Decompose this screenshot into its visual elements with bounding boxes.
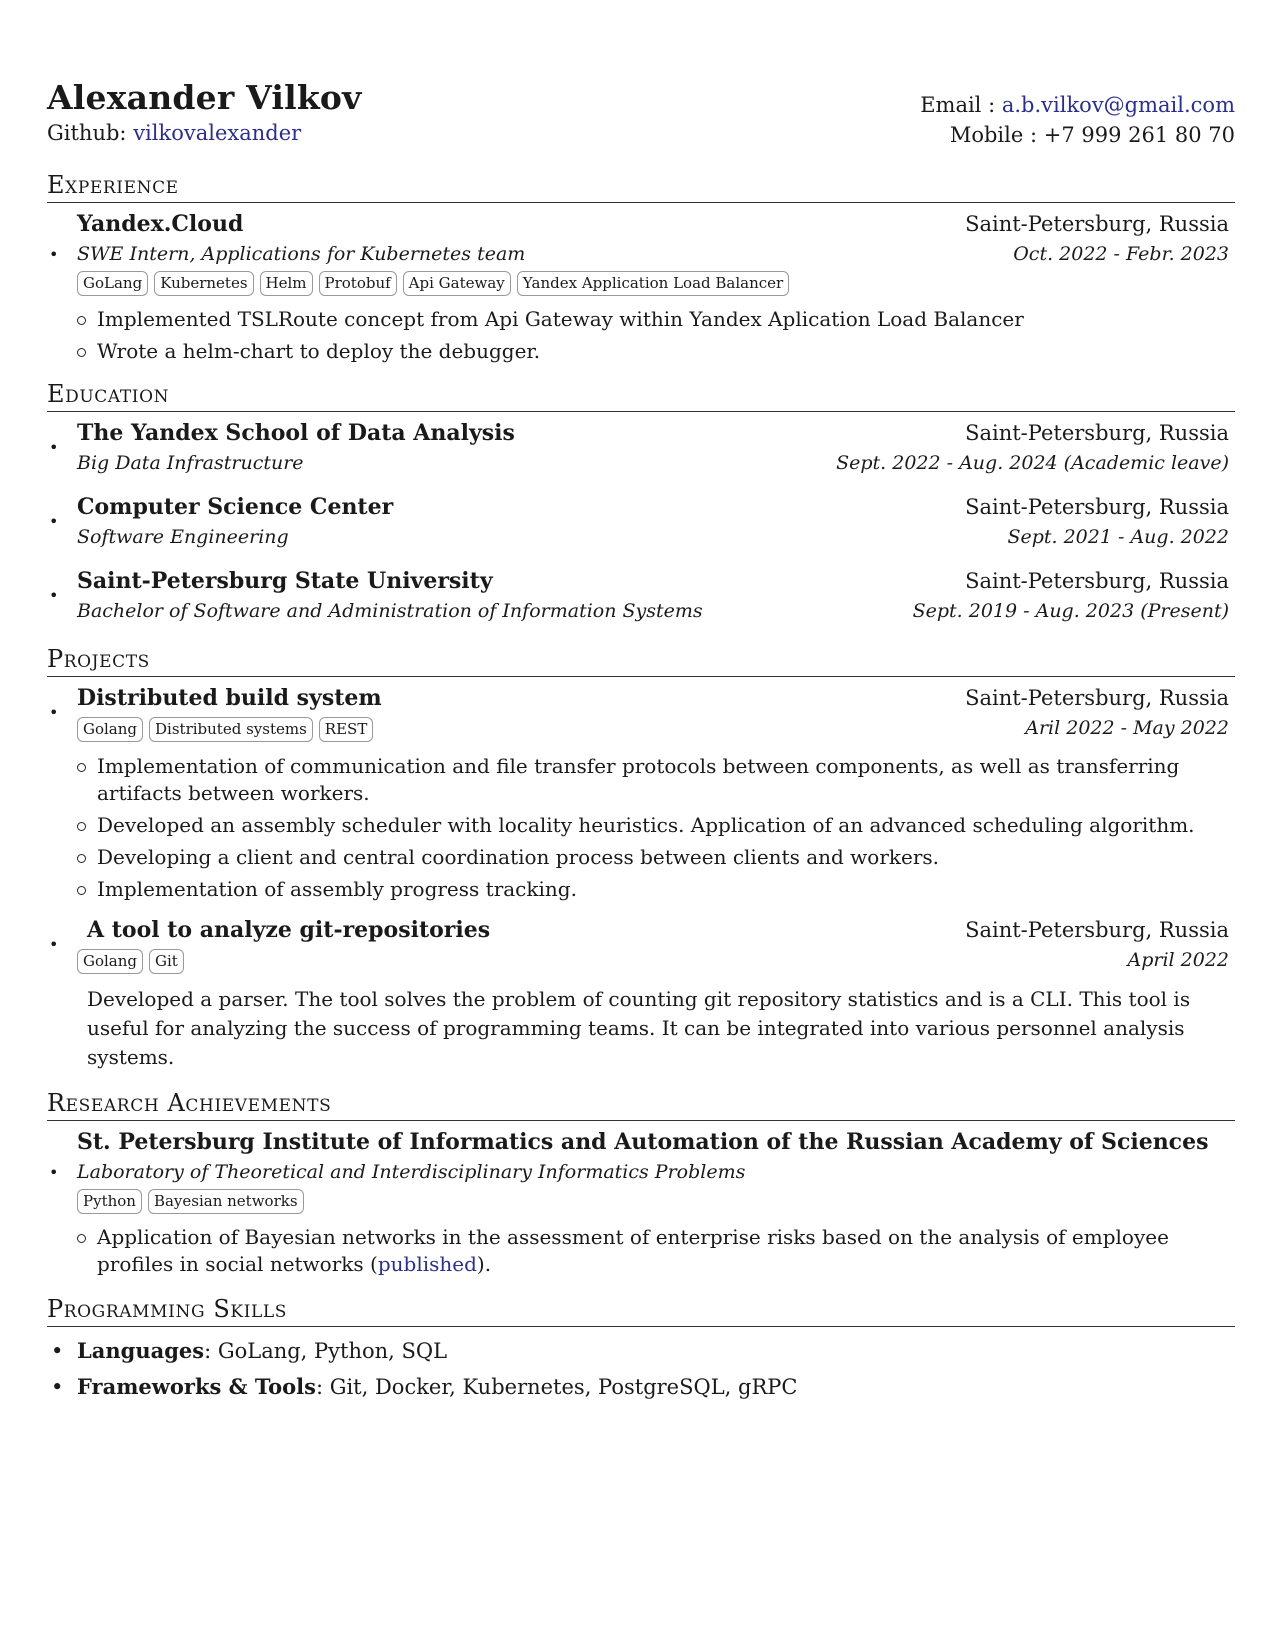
research-entry [47, 1127, 1235, 1214]
circle-bullet-icon [77, 822, 86, 831]
github-link[interactable]: vilkovalexander [133, 121, 302, 145]
research-section [47, 1088, 1235, 1278]
list-item-text: Implementation of communication and file transfer protocols between components, as well as transferring artifacts between workers. [97, 754, 1180, 805]
list-item-text-end: ). [476, 1252, 492, 1276]
entry-location: Saint-Petersburg, Russia [965, 918, 1229, 942]
experience-entry [47, 209, 1235, 296]
entry-location: Saint-Petersburg, Russia [965, 686, 1229, 710]
published-link[interactable]: published [377, 1252, 477, 1276]
list-item-text: Developing a client and central coordination process between clients and workers. [97, 845, 940, 869]
tag: Python [77, 1189, 142, 1214]
list-item-text: Application of Bayesian networks in the assessment of enterprise risks based on the analysis of employee profiles in social networks ( [97, 1225, 1169, 1276]
list-item-text: Wrote a helm-chart to deploy the debugger. [97, 339, 541, 363]
list-item [97, 306, 1235, 333]
email-label: Email : [920, 93, 996, 117]
circle-bullet-icon [77, 348, 86, 357]
bullet-dot: • [49, 245, 59, 264]
section-title-research: Research Achievements [47, 1088, 1235, 1121]
project-entry [47, 683, 1235, 743]
contact-block [920, 90, 1235, 150]
skill-label: Languages [77, 1338, 205, 1363]
tag-list [77, 949, 184, 974]
project-entry [47, 915, 1235, 1072]
entry-role: Software Engineering [77, 526, 289, 548]
tag: Kubernetes [154, 271, 253, 296]
tag: Golang [77, 949, 143, 974]
tag: Helm [260, 271, 313, 296]
entry-location: Saint-Petersburg, Russia [965, 421, 1229, 445]
section-title-skills: Programming Skills [47, 1294, 1235, 1327]
tag: Yandex Application Load Balancer [517, 271, 789, 296]
list-item [97, 338, 1235, 365]
github-line [47, 121, 301, 145]
mobile-number: +7 999 261 80 70 [1043, 123, 1235, 147]
mobile-label: Mobile : [949, 123, 1038, 147]
education-entry [47, 418, 1235, 478]
entry-org: A tool to analyze git-repositories [87, 917, 491, 943]
entry-org: St. Petersburg Institute of Informatics and Automation of the Russian Academy of Sciences [77, 1129, 1209, 1155]
bullet-dot: • [49, 935, 59, 954]
tag: Protobuf [319, 271, 397, 296]
bullet-dot: • [49, 703, 59, 722]
entry-role: Laboratory of Theoretical and Interdisciplinary Informatics Problems [77, 1161, 746, 1183]
circle-bullet-icon [77, 316, 86, 325]
bullet-dot: • [49, 438, 59, 457]
tag: GoLang [77, 271, 148, 296]
education-entry [47, 492, 1235, 552]
tag-list [77, 271, 1235, 296]
entry-date: Sept. 2022 - Aug. 2024 (Academic leave) [836, 452, 1229, 474]
entry-org: Saint-Petersburg State University [77, 568, 493, 594]
skill-value: : GoLang, Python, SQL [204, 1339, 448, 1363]
tag: REST [319, 717, 374, 742]
experience-section [47, 170, 1235, 365]
tag: Distributed systems [149, 717, 313, 742]
list-item [97, 753, 1235, 807]
tag-list [77, 1189, 1235, 1214]
education-section [47, 379, 1235, 626]
circle-bullet-icon [77, 854, 86, 863]
tag-list [77, 717, 373, 742]
resume-header [47, 78, 1235, 148]
project-bullets [47, 753, 1235, 903]
bullet-dot: • [51, 1375, 64, 1399]
tag: Bayesian networks [148, 1189, 304, 1214]
circle-bullet-icon [77, 886, 86, 895]
entry-date: Aril 2022 - May 2022 [1025, 717, 1229, 739]
education-entry [47, 566, 1235, 626]
tag: Golang [77, 717, 143, 742]
entry-role: Big Data Infrastructure [77, 452, 304, 474]
email-link[interactable]: a.b.vilkov@gmail.com [1001, 93, 1235, 117]
email-line [920, 90, 1235, 120]
list-item [97, 1224, 1235, 1278]
skill-label: Frameworks & Tools [77, 1374, 316, 1399]
entry-role: SWE Intern, Applications for Kubernetes team [77, 243, 526, 265]
entry-date: Oct. 2022 - Febr. 2023 [1013, 243, 1229, 265]
bullet-dot: • [49, 586, 59, 605]
research-bullets [47, 1224, 1235, 1278]
entry-org: Yandex.Cloud [77, 211, 244, 237]
candidate-name: Alexander Vilkov [47, 78, 362, 117]
mobile-line [920, 120, 1235, 150]
tag: Api Gateway [403, 271, 511, 296]
circle-bullet-icon [77, 1234, 86, 1243]
github-label: Github: [47, 121, 127, 145]
skills-section [47, 1294, 1235, 1405]
entry-date: Sept. 2021 - Aug. 2022 [1007, 526, 1229, 548]
section-title-experience: Experience [47, 170, 1235, 203]
entry-date: Sept. 2019 - Aug. 2023 (Present) [912, 600, 1229, 622]
resume-page [47, 78, 1235, 1405]
list-item-text: Developed an assembly scheduler with locality heuristics. Application of an advanced scheduling algorithm. [97, 813, 1195, 837]
bullet-dot: • [51, 1339, 64, 1363]
list-item [97, 844, 1235, 871]
circle-bullet-icon [77, 763, 86, 772]
entry-location: Saint-Petersburg, Russia [965, 569, 1229, 593]
list-item [97, 876, 1235, 903]
list-item-text: Implemented TSLRoute concept from Api Gateway within Yandex Aplication Load Balancer [97, 307, 1024, 331]
section-title-education: Education [47, 379, 1235, 412]
list-item [51, 1369, 1235, 1405]
skills-list [47, 1333, 1235, 1405]
entry-location: Saint-Petersburg, Russia [965, 212, 1229, 236]
projects-section [47, 644, 1235, 1072]
list-item [97, 812, 1235, 839]
entry-role: Bachelor of Software and Administration of Information Systems [77, 600, 703, 622]
project-description: Developed a parser. The tool solves the problem of counting git repository statistics and is a CLI. This tool is useful for analyzing the success of programming teams. It can be integrated into various personnel analysis systems. [87, 987, 1191, 1069]
tag: Git [149, 949, 184, 974]
entry-org: The Yandex School of Data Analysis [77, 420, 515, 446]
section-title-projects: Projects [47, 644, 1235, 677]
experience-bullets [47, 306, 1235, 365]
entry-date: April 2022 [1127, 949, 1229, 971]
entry-org: Distributed build system [77, 685, 382, 711]
bullet-dot: • [49, 512, 59, 531]
entry-org: Computer Science Center [77, 494, 394, 520]
skill-value: : Git, Docker, Kubernetes, PostgreSQL, gRPC [315, 1375, 798, 1399]
entry-location: Saint-Petersburg, Russia [965, 495, 1229, 519]
list-item [51, 1333, 1235, 1369]
list-item-text: Implementation of assembly progress tracking. [97, 877, 577, 901]
bullet-dot: • [49, 1163, 59, 1182]
